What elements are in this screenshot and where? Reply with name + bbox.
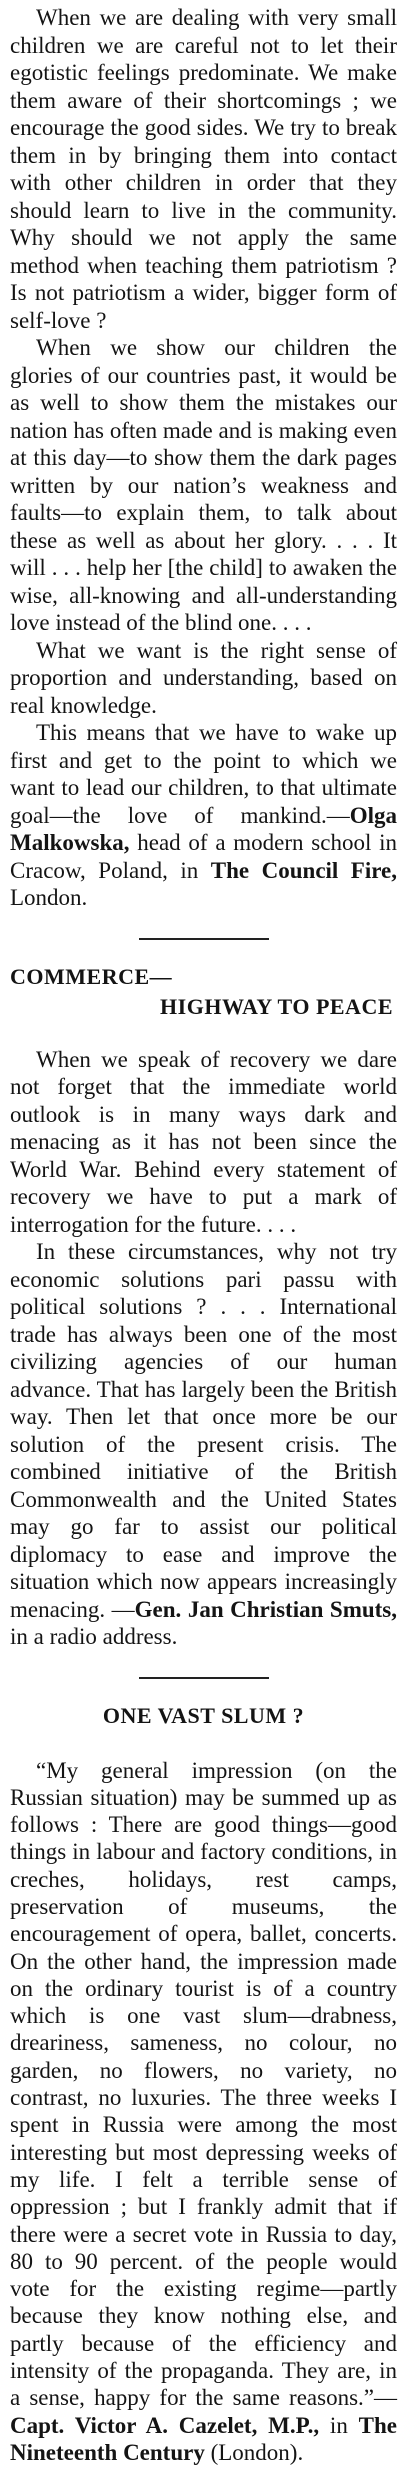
article-heading: ONE VAST SLUM ? xyxy=(10,1701,397,1731)
paragraph-text: “My general impression (on the Russian situation) may be summed up as follows : There are good things—good things in labour and factory conditions, in creches, holidays, rest camps, preservation of museums, the encouragement of opera, ballet, concerts. On the other hand, the impression made on the ordinary tourist is of a country which is one vast slum—drabness, dreariness, sameness, no colour, no garden, no flowers, no variety, no contrast, no luxuries. The three weeks I spent in Russia were among the most interesting but most depressing weeks of my life. I felt a terrible sense of oppression ; but I frankly admit that if there were a secret vote in Russia to day, 80 to 90 percent. of the people would vote for the existing regime—partly because they know nothing else, and partly because of the efficiency and intensity of the propaganda. They are, in a sense, happy for the same reasons.”— xyxy=(10,1758,397,2411)
article-commerce xyxy=(10,962,397,1651)
paragraph: What we want is the right sense of proportion and understanding, based on real knowledge. xyxy=(10,637,397,720)
article-patriotism xyxy=(10,4,397,912)
attribution-text: (London). xyxy=(205,2440,303,2465)
section-divider xyxy=(139,938,269,940)
paragraph: When we speak of recovery we dare not forget that the immediate world outlook is in many ways dark and menacing as it has not been since the World War. Behind every statement of recovery we have to put a mark of interrogation for the future. . . . xyxy=(10,1046,397,1239)
paragraph-with-attribution xyxy=(10,1238,397,1651)
attribution-text: in xyxy=(319,2413,359,2438)
attribution-text: head of a modern school in Cracow, Poland, in xyxy=(10,830,397,883)
paragraph-with-attribution xyxy=(10,719,397,912)
article-heading: COMMERCE— xyxy=(10,962,397,992)
attribution-text: London. xyxy=(10,885,87,910)
author-name: Gen. Jan Christian Smuts, xyxy=(135,1597,397,1622)
article-heading: HIGHWAY TO PEACE xyxy=(10,992,397,1022)
source-name: The Nineteenth Century xyxy=(10,2413,397,2465)
paragraph: When we are dealing with very small children we are careful not to let their egotistic feelings predominate. We make them aware of their shortcomings ; we encourage the good sides. We try to break them in by bringing them into contact with other children in order that they should learn to live in the community. Why should we not apply the same method when teaching them patriotism ? Is not patriotism a wider, bigger form of self-love ? xyxy=(10,4,397,334)
attribution-text: in a radio address. xyxy=(10,1624,177,1649)
author-name: Olga Malkowska, xyxy=(10,803,397,856)
article-column xyxy=(10,4,397,2466)
paragraph-text: This means that we have to wake up first and get to the point to which we want to lead our children, to that ultimate goal—the love of mankind.— xyxy=(10,720,397,828)
article-russia xyxy=(10,1701,397,2466)
author-name: Capt. Victor A. Cazelet, M.P., xyxy=(10,2413,319,2438)
paragraph-text: In these circumstances, why not try economic solutions pari passu with political solutions ? . . . International trade has always been one of the most civilizing agencies of our human advance. That has largely been the British way. Then let that once more be our solution of the present crisis. The combined initiative of the British Commonwealth and the United States may go far to assist our political diplomacy to ease and improve the situation which now appears increasingly menacing. — xyxy=(10,1239,397,1622)
section-divider xyxy=(139,1677,269,1679)
paragraph-with-attribution xyxy=(10,1757,397,2466)
source-name: The Council Fire, xyxy=(211,858,397,883)
paragraph: When we show our children the glories of our countries past, it would be as well to show them the mistakes our nation has often made and is making even at this day—to show them the dark pages written by our nation’s weakness and faults—to explain them, to talk about these as well as about her glory. . . . It will . . . help her [the child] to awaken the wise, all-knowing and all-understanding love instead of the blind one. . . . xyxy=(10,334,397,637)
